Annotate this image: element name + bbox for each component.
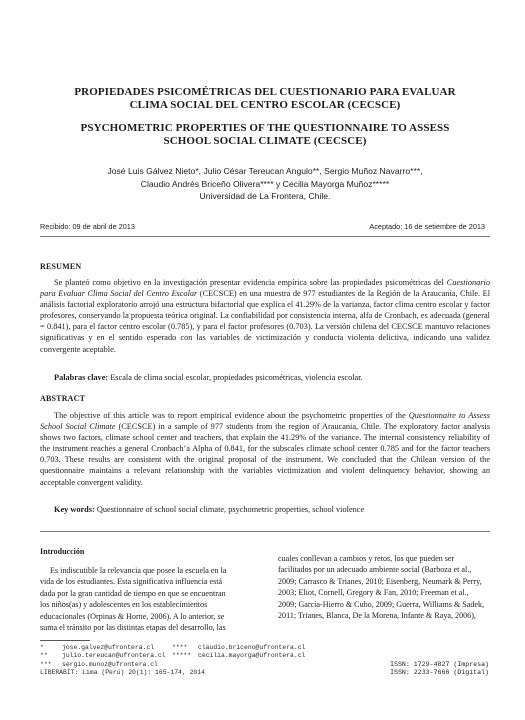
footnote — [40, 644, 166, 652]
abstract-body — [40, 410, 490, 488]
footnote-email: jose.galvez@ufrontera.cl — [62, 644, 155, 651]
keywords-label: Palabras clave: — [54, 373, 109, 382]
divider — [40, 531, 490, 532]
text-line: 2003; Eliot, Cornell, Gregory & Fan, 2010; Freeman et al., — [278, 588, 469, 598]
introduction-heading: Introducción — [40, 547, 85, 556]
resumen-text: Se planteó como objetivo en la investigación presentar evidencia empírica sobre las propiedades psicométricas del Cuestionario para Evaluar Clima Social del Centro Escolar (CECSCE) en una muestra de 977 estudiantes de la Región de la Araucanía, Chile. El análisis factorial exploratorio arrojó una estructura bifactorial que explica el 41.29% de la varianza, factor clima centro escolar y factor profesores, conservando la propuesta teórica original. La confiabilidad por consistencia interna, alfa de Cronbach, es adecuada (general = 0.841), para el factor centro escolar (0.785), y para el factor profesores (0.703). La versión chilena del CECSCE mantuvo relaciones significativas y en el sentido esperado con las variables de victimización y conducta violenta delictiva, indicando una validez convergente aceptable. — [40, 278, 490, 354]
footnote — [40, 652, 166, 660]
text-line: vida de los estudiantes. Esta significativa influencia está — [40, 577, 223, 587]
footnote-mark: ** — [40, 652, 48, 660]
footnote-mark: *** — [40, 660, 52, 668]
text-line: facilitados por un adecuado ambiente social (Barboza et al., — [278, 565, 472, 575]
abstract-keywords — [54, 504, 490, 515]
footnote — [172, 644, 305, 652]
intro-column-left — [40, 565, 252, 633]
footnotes-left — [40, 644, 166, 669]
author-block — [40, 165, 490, 203]
footnote-email: claudio.briceno@ufrontera.cl — [198, 644, 306, 651]
title-english-line: SCHOOL SOCIAL CLIMATE (CECSCE) — [163, 135, 367, 147]
resumen-keywords — [54, 372, 490, 383]
issn-digital: ISSN: 2233-7666 (Digital) — [390, 669, 489, 677]
keywords-label: Key words: — [54, 505, 95, 514]
affiliation: Universidad de La Frontera, Chile. — [199, 191, 331, 201]
title-spanish-line: CLIMA SOCIAL DEL CENTRO ESCOLAR (CECSCE) — [129, 99, 401, 111]
issn-block — [390, 661, 489, 678]
footnote-email: sergio.munoz@ufrontera.cl — [62, 660, 158, 668]
text-line: educacionales (Orpinas & Horne, 2006). A lo anterior, se — [40, 611, 225, 621]
footnotes-right — [172, 644, 305, 661]
text-line: los niños(as) y adolescentes en los establecimientos — [40, 600, 208, 610]
abstract-heading: ABSTRACT — [40, 394, 86, 403]
title-english — [50, 122, 480, 148]
keywords-text: Escala de clima social escolar, propiedades psicométricas, violencia escolar. — [110, 373, 363, 382]
keywords-text: Questionnaire of school social climate, psychometric properties, school violence — [96, 505, 365, 514]
title-english-line: PSYCHOMETRIC PROPERTIES OF THE QUESTIONNAIRE TO ASSESS — [80, 122, 450, 134]
text-line: suma el tránsito por las distintas etapas del desarrollo, las — [40, 623, 226, 633]
authors-line: José Luis Gálvez Nieto*, Julio César Tereucan Angulo**, Sergio Muñoz Navarro***, — [107, 166, 423, 176]
resumen-heading: RESUMEN — [40, 262, 82, 271]
footnote-mark: ***** — [172, 652, 192, 660]
resumen-body — [40, 277, 490, 355]
footnote-email: julio.tereucan@ufrontera.cl — [62, 652, 166, 660]
title-spanish — [50, 86, 480, 112]
journal-citation: LIBERABIT: Lima (Perú) 20(1): 165-174, 2014 — [40, 669, 205, 676]
title-spanish-line: PROPIEDADES PSICOMÉTRICAS DEL CUESTIONARIO PARA EVALUAR — [74, 86, 456, 98]
text-line: Es indiscutible la relevancia que posee la escuela en la — [50, 566, 227, 575]
footnote — [40, 661, 166, 669]
text-line: dada por la gran cantidad de tiempo en que se encuentran — [40, 588, 226, 598]
footnote-email: cecilia.mayorga@ufrontera.cl — [198, 652, 306, 660]
issn-print: ISSN: 1729-4827 (Impresa) — [390, 661, 489, 668]
divider — [40, 236, 490, 237]
text-line: 2009; García-Hierro & Cubo, 2009; Guerra, Williams & Sadek, — [278, 599, 485, 609]
footnote-divider — [40, 640, 90, 641]
authors-line: Claudio Andrés Briceño Olivera**** y Cecilia Mayorga Muñoz***** — [140, 178, 390, 189]
text-line: 2011; Trianes, Blanca, De la Morena, Infante & Raya, 2006), — [278, 611, 476, 621]
accepted-date: Aceptado: 16 de setiembre de 2013 — [369, 222, 485, 231]
footnote — [172, 652, 305, 660]
intro-column-right — [278, 553, 490, 621]
received-date: Recibido: 09 de abril de 2013 — [40, 222, 135, 231]
text-line: 2009; Carrasco & Trianes, 2010; Eisenberg, Neumark & Perry, — [278, 576, 482, 586]
abstract-text: The objective of this article was to report empirical evidence about the psychometric properties of the Questionnaire to Assess School Social Climate (CECSCE) in a sample of 977 students from the region of Araucania, Chile. The exploratory factor analysis shows two factors, climate school center and teachers, that explain the 41.29% of the variance. The internal consistency reliability of the instrument reaches a general Cronbach’a Alpha of 0.841, for the subscales climate school center 0.785 and for the factor teachers 0.703. These results are consistent with the original proposal of the instrument. We concluded that the Chilean version of the questionnaire maintains a relevant relationship with the variables victimization and violent delinquency behavior, showing an acceptable convergent validity. — [40, 411, 490, 487]
footnote-mark: **** — [172, 644, 188, 651]
text-line: cuales conllevan a cambios y retos, los que pueden ser — [278, 554, 455, 563]
footnote-mark: * — [40, 644, 44, 651]
